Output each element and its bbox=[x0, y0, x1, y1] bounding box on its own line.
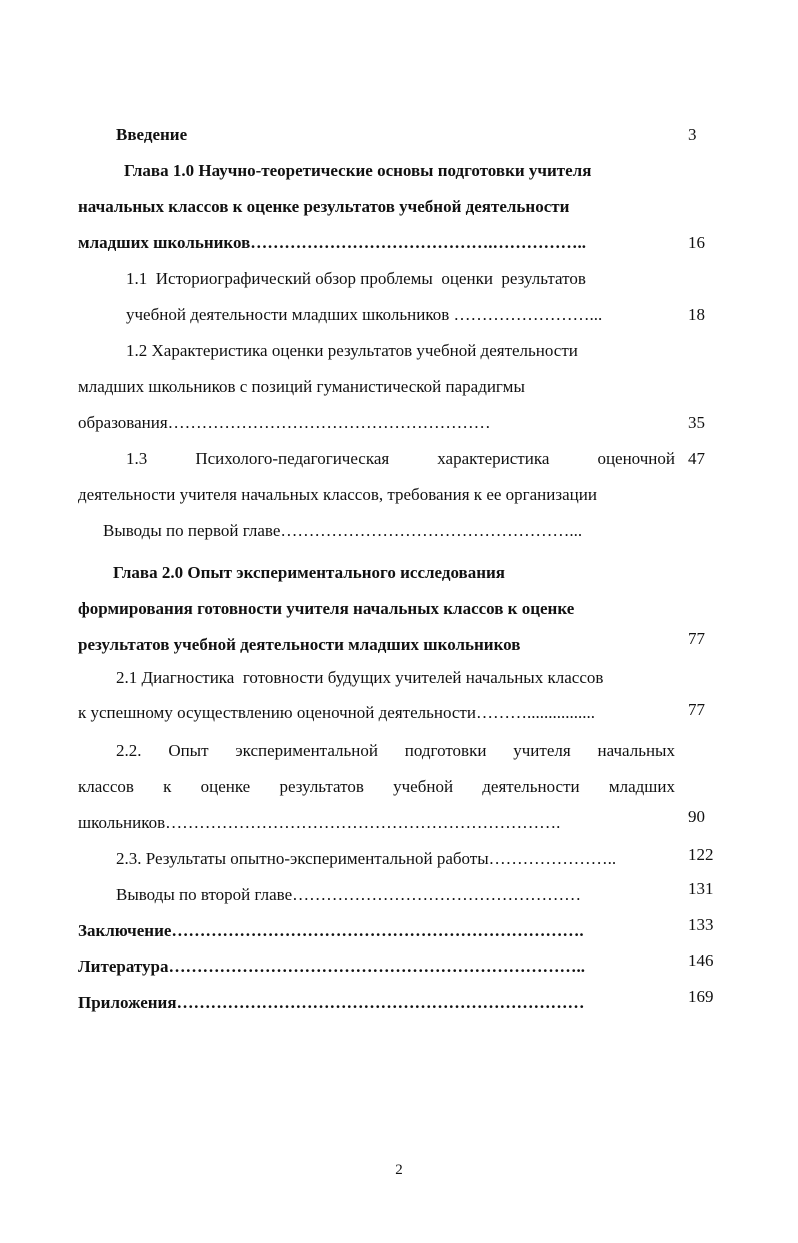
toc-s2-1-page: 77 bbox=[688, 700, 705, 719]
toc-s1-3-word: оценочной bbox=[597, 449, 675, 468]
toc-s1-3-line1 bbox=[126, 448, 675, 470]
toc-s1-3-page: 47 bbox=[688, 449, 705, 468]
toc-ch2-line1: Глава 2.0 Опыт экспериментального исследования bbox=[113, 563, 505, 582]
toc-intro-title: Введение bbox=[116, 125, 188, 144]
toc-s2-3-title: 2.3. Результаты опытно-экспериментальной работы………………….. bbox=[116, 849, 617, 868]
toc-concl2-title: Выводы по второй главе…………………………………………… bbox=[116, 885, 582, 904]
toc-s1-2-page: 35 bbox=[688, 413, 705, 432]
toc-ch2-page: 77 bbox=[688, 629, 705, 648]
toc-s1-1-line1: 1.1 Историографический обзор проблемы оценки результатов bbox=[126, 269, 586, 288]
toc-s1-3-line2: деятельности учителя начальных классов, требования к ее организации bbox=[78, 485, 597, 504]
toc-s2-2-word: оценке bbox=[200, 777, 251, 796]
toc-concl2-page: 131 bbox=[688, 879, 714, 898]
toc-intro-page: 3 bbox=[688, 125, 697, 144]
toc-ch2-line2: формирования готовности учителя начальных классов к оценке bbox=[78, 599, 575, 618]
toc-s1-1-page: 18 bbox=[688, 305, 705, 324]
toc-s2-2-word: учителя bbox=[513, 741, 571, 760]
toc-conclusion-title: Заключение………………………………………………………………. bbox=[78, 921, 584, 940]
toc-s2-2-word: классов bbox=[78, 777, 134, 796]
toc-s2-2-line1 bbox=[116, 740, 675, 762]
toc-literature-page: 146 bbox=[688, 951, 714, 970]
toc-s2-2-word: подготовки bbox=[404, 741, 487, 760]
toc-s1-2-line3: образования………………………………………………… bbox=[78, 413, 491, 432]
toc-appendix-page: 169 bbox=[688, 987, 714, 1006]
toc-s2-1-line2: к успешному осуществлению оценочной деятельности………................ bbox=[78, 703, 595, 722]
toc-conclusion-page: 133 bbox=[688, 915, 714, 934]
toc-s2-2-word: Опыт bbox=[168, 741, 209, 760]
toc-s2-2-word: учебной bbox=[393, 777, 454, 796]
toc-s2-2-line2 bbox=[78, 776, 675, 798]
toc-s1-2-line2: младших школьников с позиций гуманистической парадигмы bbox=[78, 377, 525, 396]
toc-s1-2-line1: 1.2 Характеристика оценки результатов учебной деятельности bbox=[126, 341, 578, 360]
toc-ch1-line3: младших школьников…………………………………….…………….. bbox=[78, 233, 587, 252]
toc-s2-2-page: 90 bbox=[688, 807, 705, 826]
toc-s2-2-line3: школьников……………………………………………………………. bbox=[78, 813, 561, 832]
toc-ch1-line1: Глава 1.0 Научно-теоретические основы подготовки учителя bbox=[124, 161, 592, 180]
toc-ch1-page: 16 bbox=[688, 233, 705, 252]
toc-s2-2-word: деятельности bbox=[482, 777, 580, 796]
toc-ch1-line2: начальных классов к оценке результатов учебной деятельности bbox=[78, 197, 570, 216]
toc-s2-1-line1: 2.1 Диагностика готовности будущих учителей начальных классов bbox=[116, 668, 604, 687]
toc-literature-title: Литература……………………………………………………………….. bbox=[78, 957, 585, 976]
toc-ch2-line3: результатов учебной деятельности младших школьников bbox=[78, 635, 521, 654]
toc-s2-2-word: младших bbox=[608, 777, 675, 796]
toc-s2-2-word: экспериментальной bbox=[235, 741, 378, 760]
toc-s2-2-word: начальных bbox=[597, 741, 675, 760]
toc-s1-3-word: характеристика bbox=[437, 449, 550, 468]
toc-s2-2-word: к bbox=[163, 777, 172, 796]
toc-s2-2-word: 2.2. bbox=[116, 741, 142, 760]
toc-s1-1-line2: учебной деятельности младших школьников ……………………... bbox=[126, 305, 603, 324]
toc-concl1-title: Выводы по первой главе……………………………………………... bbox=[103, 521, 583, 540]
toc-s1-3-word: 1.3 bbox=[126, 449, 148, 468]
toc-s2-3-page: 122 bbox=[688, 845, 714, 864]
toc-s2-2-word: результатов bbox=[279, 777, 364, 796]
page-number: 2 bbox=[395, 1162, 403, 1178]
toc-appendix-title: Приложения……………………………………………………………… bbox=[78, 993, 585, 1012]
toc-s1-3-word: Психолого-педагогическая bbox=[195, 449, 390, 468]
